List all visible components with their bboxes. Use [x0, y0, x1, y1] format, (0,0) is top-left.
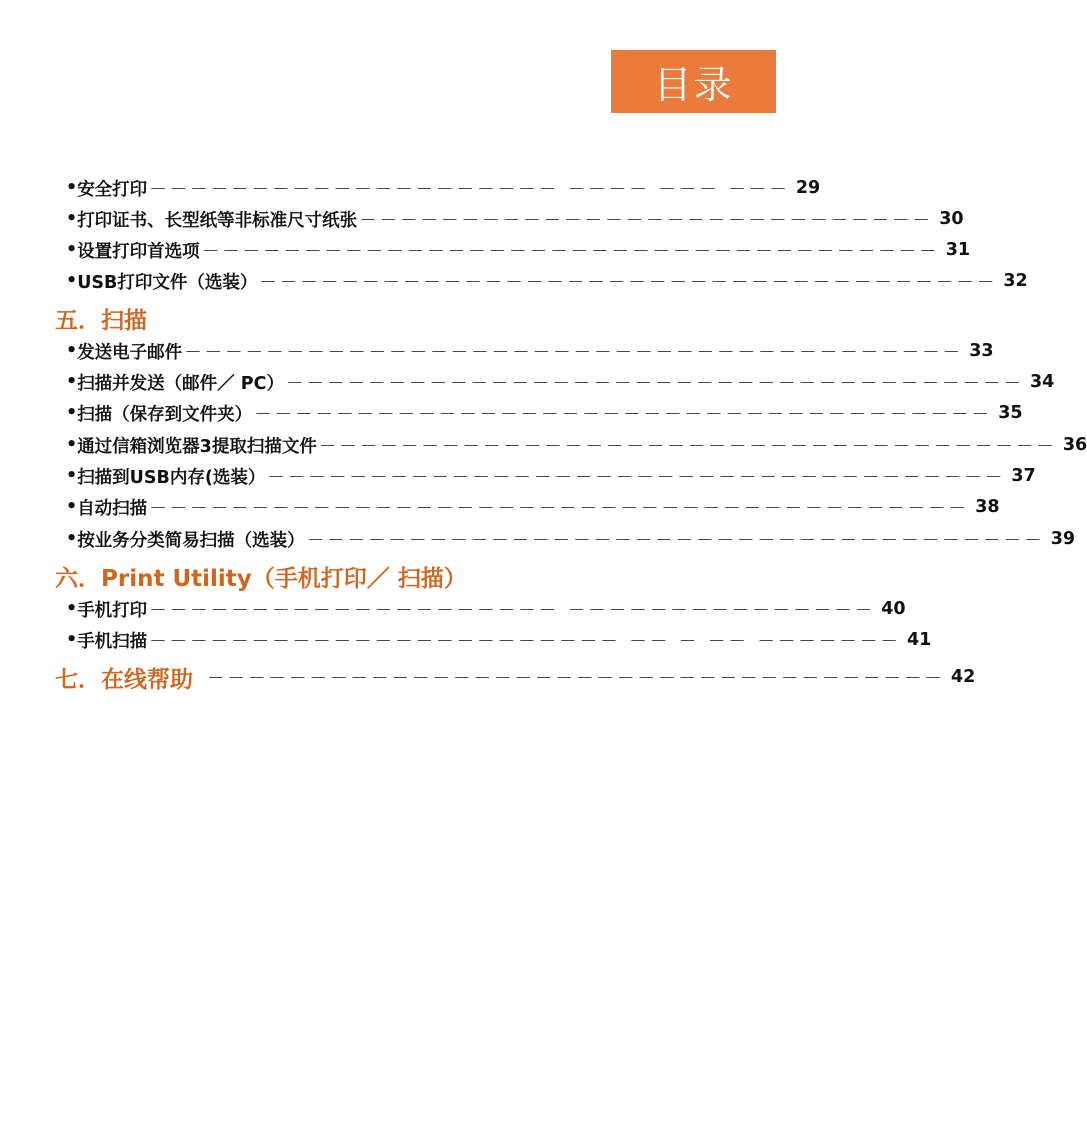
- dot-leader: －－－－－－－－－－－－－－－－－－－－－－－－－－－－－－－－－－－－－－－－: [149, 498, 970, 519]
- dot-leader: －－－－－－－－－－－－－－－－－－－－－－－ －－ － －－ －－－－－－－: [149, 631, 901, 652]
- page-number: 42: [951, 667, 976, 687]
- page-number: 37: [1011, 466, 1036, 486]
- toc-entry-title: 按业务分类简易扫描（选装）: [77, 530, 305, 551]
- bullet: •: [66, 178, 78, 198]
- page-number: 41: [906, 630, 932, 650]
- bullet: •: [66, 271, 78, 291]
- page-number: 31: [945, 240, 971, 260]
- toc-entry-title: 安全打印: [77, 179, 148, 200]
- bullet: •: [66, 341, 78, 361]
- toc-entry-secure-print[interactable]: [62, 175, 821, 201]
- page-number: 36: [1062, 435, 1087, 455]
- page-number: 33: [969, 341, 994, 361]
- toc-entry-send-email[interactable]: [62, 338, 994, 364]
- page-number: 35: [998, 403, 1023, 423]
- toc-entry-scan-send[interactable]: [62, 369, 1055, 395]
- toc-header-tab: 目录: [611, 50, 776, 113]
- dot-leader: －－－－－－－－－－－－－－－－－－－－－－－－－－－－－－－－－－－－: [207, 668, 945, 689]
- bullet: •: [66, 466, 78, 486]
- toc-entry-auto-scan[interactable]: [62, 494, 1000, 520]
- page-number: 29: [795, 178, 821, 198]
- toc-entry-title: 扫描并发送（邮件／ PC）: [77, 373, 284, 394]
- section-title: 七．在线帮助: [55, 666, 193, 693]
- page-number: 30: [939, 209, 964, 229]
- dot-leader: －－－－－－－－－－－－－－－－－－－－－－－－－－－－－－－－－－－－－－: [184, 342, 964, 363]
- bullet: •: [66, 497, 78, 517]
- toc-entry-mobile-print[interactable]: [62, 596, 906, 622]
- dot-leader: －－－－－－－－－－－－－－－－－－－－－－－－－－－－－－－－－－－－: [254, 404, 993, 425]
- bullet: •: [66, 599, 78, 619]
- page-number: 40: [881, 599, 906, 619]
- toc-entry-title: 打印证书、长型纸等非标准尺寸纸张: [77, 210, 358, 231]
- toc-entry-mailbox-viewer[interactable]: [62, 432, 1087, 458]
- bullet: •: [66, 435, 78, 455]
- dot-leader: －－－－－－－－－－－－－－－－－－－－－－－－－－－－－－－－－－－－: [201, 241, 940, 262]
- dot-leader: －－－－－－－－－－－－－－－－－－－－ －－－－－－－－－－－－－－－: [149, 600, 876, 621]
- dot-leader: －－－－－－－－－－－－－－－－－－－－－－－－－－－－－－－－－－－－: [267, 467, 1006, 488]
- dot-leader: －－－－－－－－－－－－－－－－－－－－ －－－－ －－－ －－－: [149, 179, 790, 200]
- toc-entry-title: 扫描到USB内存(选装）: [77, 467, 266, 488]
- toc-entry-title: 扫描（保存到文件夹）: [77, 404, 253, 425]
- page-number: 38: [975, 497, 1000, 517]
- dot-leader: －－－－－－－－－－－－－－－－－－－－－－－－－－－－－－－－－－－－: [259, 272, 998, 293]
- toc-entry-mobile-scan[interactable]: [62, 627, 932, 653]
- toc-entry-easy-scan[interactable]: [62, 526, 1076, 552]
- dot-leader: －－－－－－－－－－－－－－－－－－－－－－－－－－－－－－－－－－－－: [318, 436, 1057, 457]
- section-heading-online-help[interactable]: [55, 661, 976, 693]
- page-number: 32: [1003, 271, 1028, 291]
- bullet: •: [66, 372, 78, 392]
- toc-entry-scan-to-usb[interactable]: [62, 463, 1036, 489]
- dot-leader: －－－－－－－－－－－－－－－－－－－－－－－－－－－－－－－－－－－－: [306, 530, 1045, 551]
- toc-entry-title: 发送电子邮件: [77, 342, 183, 363]
- toc-entry-title: 手机扫描: [77, 631, 148, 652]
- bullet: •: [66, 403, 78, 423]
- page-number: 34: [1029, 372, 1055, 392]
- bullet: •: [66, 209, 78, 229]
- dot-leader: －－－－－－－－－－－－－－－－－－－－－－－－－－－－: [359, 210, 934, 231]
- page-number: 39: [1050, 529, 1076, 549]
- bullet: •: [66, 240, 78, 260]
- toc-entry-print-preferences[interactable]: [62, 237, 971, 263]
- toc-entry-title: 自动扫描: [77, 498, 148, 519]
- toc-entry-title: 通过信箱浏览器3提取扫描文件: [77, 436, 317, 457]
- toc-entry-usb-print[interactable]: [62, 268, 1028, 294]
- section-heading-print-utility[interactable]: 六．Print Utility（手机打印／ 扫描）: [55, 565, 467, 592]
- toc-entry-scan-to-folder[interactable]: [62, 400, 1023, 426]
- toc-entry-title: 手机打印: [77, 600, 148, 621]
- section-heading-scan[interactable]: 五．扫描: [55, 307, 147, 334]
- toc-entry-nonstandard-paper[interactable]: [62, 206, 964, 232]
- bullet: •: [66, 529, 78, 549]
- bullet: •: [66, 630, 78, 650]
- dot-leader: －－－－－－－－－－－－－－－－－－－－－－－－－－－－－－－－－－－－: [285, 373, 1024, 394]
- toc-entry-title: 设置打印首选项: [77, 241, 200, 262]
- toc-entry-title: USB打印文件（选装）: [77, 272, 258, 293]
